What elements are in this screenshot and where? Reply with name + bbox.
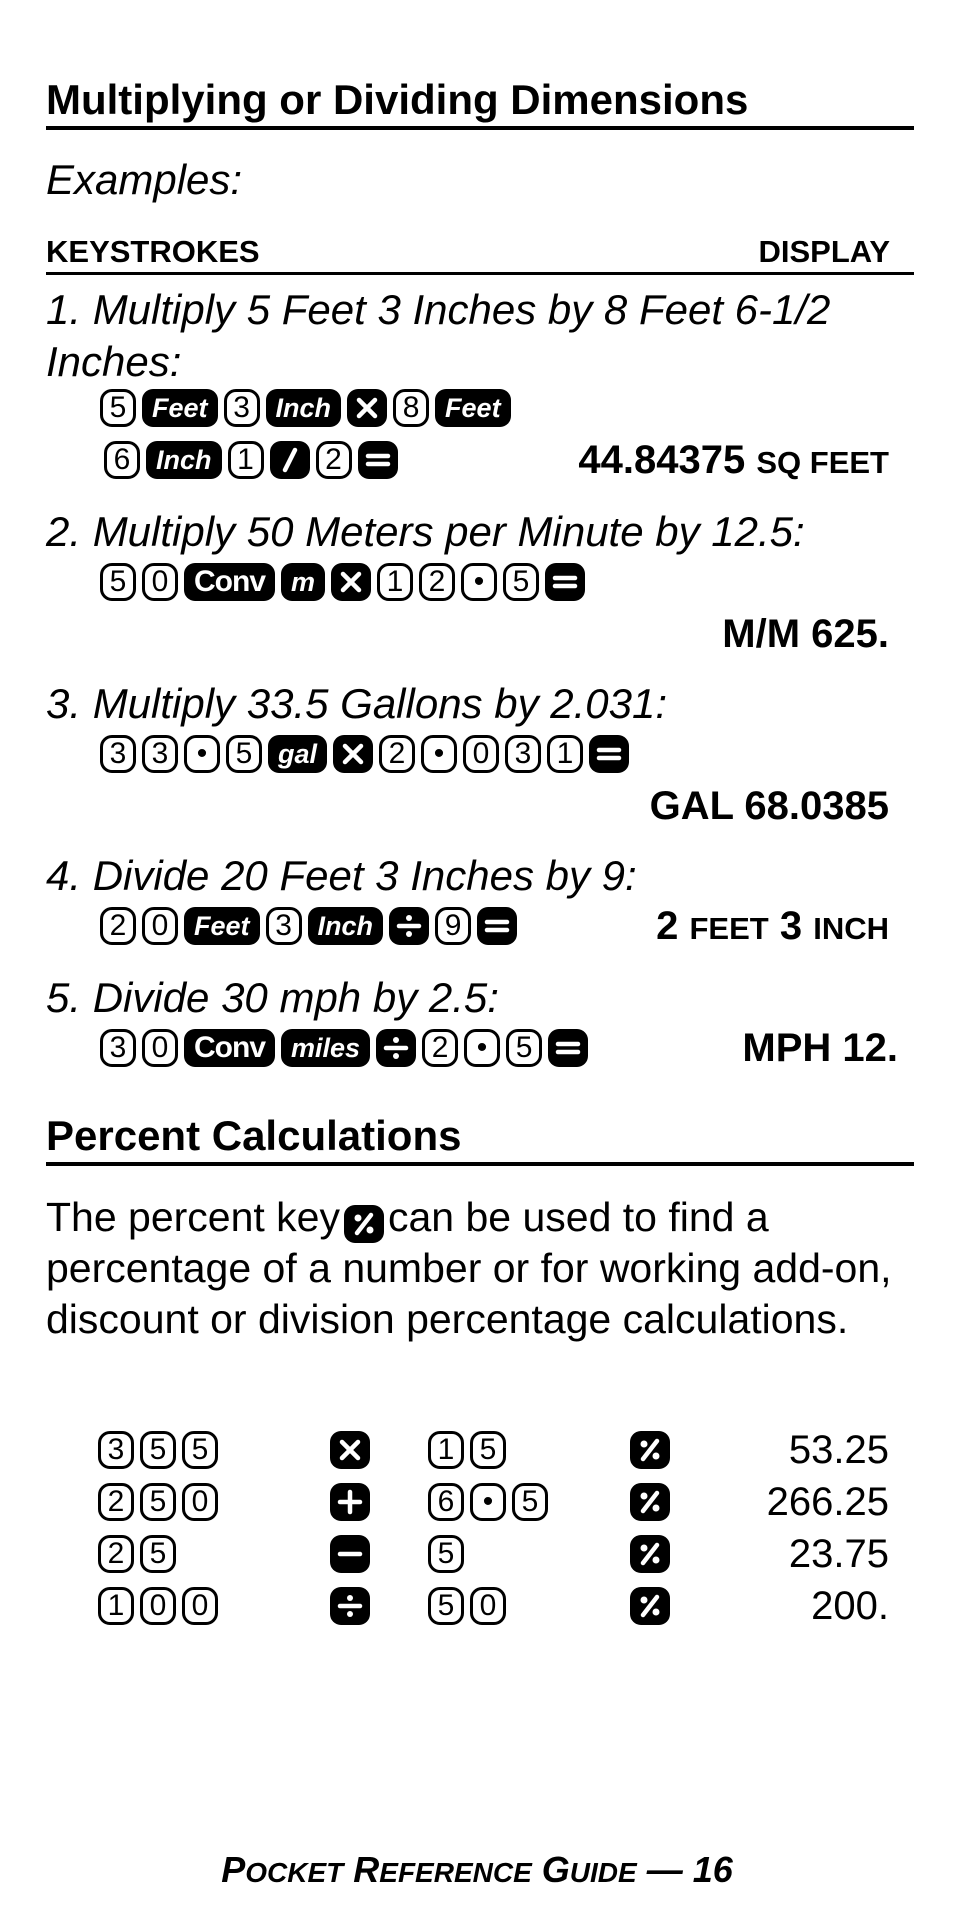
digit-key-5: 5	[140, 1483, 176, 1521]
digit-key-6: 6	[104, 441, 140, 479]
percent-row-1-operator	[330, 1428, 370, 1472]
percent-key	[630, 1587, 670, 1625]
digit-key-5: 5	[182, 1431, 218, 1469]
percent-row-2-first-operand	[98, 1480, 218, 1524]
digit-key-3: 3	[98, 1431, 134, 1469]
equals-key	[589, 735, 629, 773]
digit-key-2: 2	[379, 735, 415, 773]
equals-key	[477, 907, 517, 945]
percent-row-2-operator	[330, 1480, 370, 1524]
digit-key-2: 2	[419, 563, 455, 601]
digit-key-5: 5	[503, 563, 539, 601]
feet-key: Feet	[184, 907, 260, 945]
percent-row-4-second-operand	[428, 1584, 506, 1628]
example-1-display-value: 44.84375	[578, 438, 746, 482]
digit-key-3: 3	[142, 735, 178, 773]
percent-row-4-operator	[330, 1584, 370, 1628]
percent-row-1-result: 53.25	[788, 1428, 889, 1472]
percent-row-1-percent	[630, 1428, 670, 1472]
example-1-keys-row-1	[100, 386, 511, 430]
decimal-key: •	[464, 1029, 500, 1067]
footer-letter-g: G	[541, 1849, 570, 1890]
digit-key-1: 1	[377, 563, 413, 601]
digit-key-6: 6	[428, 1483, 464, 1521]
digit-key-5: 5	[506, 1029, 542, 1067]
digit-key-9: 9	[435, 907, 471, 945]
multiply-key	[333, 735, 373, 773]
digit-key-3: 3	[224, 389, 260, 427]
percent-row-4-result: 200.	[811, 1584, 889, 1628]
digit-key-1: 1	[98, 1587, 134, 1625]
digit-key-3: 3	[100, 735, 136, 773]
footer-ocket: OCKET	[245, 1857, 344, 1888]
example-2-title: 2. Multiply 50 Meters per Minute by 12.5:	[46, 508, 805, 555]
conv-key: Conv	[184, 563, 275, 601]
digit-key-1: 1	[428, 1431, 464, 1469]
feet-key: Feet	[142, 389, 218, 427]
section-heading-dimensions: Multiplying or Dividing Dimensions	[46, 76, 914, 130]
percent-intro-paragraph	[46, 1192, 926, 1345]
gal-key: gal	[268, 735, 327, 773]
divide-key	[389, 907, 429, 945]
digit-key-3: 3	[266, 907, 302, 945]
decimal-key: •	[461, 563, 497, 601]
digit-key-5: 5	[512, 1483, 548, 1521]
equals-key	[358, 441, 398, 479]
examples-label: Examples:	[46, 156, 243, 203]
conv-key: Conv	[184, 1029, 275, 1067]
feet-key: Feet	[435, 389, 511, 427]
footer-letter-r: R	[353, 1849, 380, 1890]
example-2-display: M/M 625.	[722, 612, 889, 656]
example-4-display	[656, 904, 889, 951]
footer-eference: EFERENCE	[379, 1857, 532, 1888]
example-5-title: 5. Divide 30 mph by 2.5:	[46, 974, 499, 1021]
example-1-display	[578, 438, 889, 485]
example-1-keys-row-2	[104, 438, 398, 482]
digit-key-1: 1	[547, 735, 583, 773]
keystrokes-header: KEYSTROKES	[46, 234, 260, 269]
percent-intro-before: The percent key	[46, 1194, 340, 1240]
decimal-key: •	[470, 1483, 506, 1521]
percent-row-3-first-operand	[98, 1532, 176, 1576]
example-4-display-inch-unit: INCH	[813, 911, 889, 946]
digit-key-0: 0	[142, 907, 178, 945]
inch-key: Inch	[266, 389, 342, 427]
digit-key-2: 2	[100, 907, 136, 945]
divide-key	[330, 1587, 370, 1625]
digit-key-3: 3	[100, 1029, 136, 1067]
digit-key-2: 2	[98, 1483, 134, 1521]
example-3-display: GAL 68.0385	[649, 784, 889, 828]
digit-key-3: 3	[505, 735, 541, 773]
multiply-key	[330, 1431, 370, 1469]
percent-row-1-second-operand	[428, 1428, 506, 1472]
multiply-key	[347, 389, 387, 427]
percent-row-3-operator	[330, 1532, 370, 1576]
decimal-key: •	[421, 735, 457, 773]
inch-key: Inch	[308, 907, 384, 945]
equals-key	[545, 563, 585, 601]
digit-key-5: 5	[140, 1535, 176, 1573]
digit-key-2: 2	[98, 1535, 134, 1573]
digit-key-0: 0	[140, 1587, 176, 1625]
digit-key-5: 5	[428, 1535, 464, 1573]
section-heading-percent: Percent Calculations	[46, 1112, 914, 1166]
percent-intro-after: can be used to find a percentage of a number or for working add-on, discount or division percentage calculations.	[46, 1194, 892, 1342]
digit-key-0: 0	[182, 1587, 218, 1625]
digit-key-5: 5	[470, 1431, 506, 1469]
percent-row-2-second-operand	[428, 1480, 548, 1524]
example-4-display-feet-unit: FEET	[689, 911, 769, 946]
example-1-display-unit: SQ FEET	[756, 445, 889, 480]
divide-key	[376, 1029, 416, 1067]
m-key: m	[281, 563, 325, 601]
digit-key-0: 0	[142, 563, 178, 601]
digit-key-5: 5	[428, 1587, 464, 1625]
footer-page-number: — 16	[636, 1849, 733, 1890]
example-4-keys-row-1	[100, 904, 517, 948]
percent-row-3-percent	[630, 1532, 670, 1576]
percent-key	[630, 1535, 670, 1573]
example-1-title: 1. Multiply 5 Feet 3 Inches by 8 Feet 6-1/2 Inches:	[46, 286, 831, 385]
percent-row-2-result: 266.25	[766, 1480, 889, 1524]
digit-key-8: 8	[393, 389, 429, 427]
example-4-title: 4. Divide 20 Feet 3 Inches by 9:	[46, 852, 637, 899]
digit-key-0: 0	[142, 1029, 178, 1067]
digit-key-0: 0	[463, 735, 499, 773]
footer-uide: UIDE	[569, 1857, 637, 1888]
example-3-title: 3. Multiply 33.5 Gallons by 2.031:	[46, 680, 668, 727]
column-header	[46, 232, 914, 275]
multiply-key	[331, 563, 371, 601]
minus-key	[330, 1535, 370, 1573]
example-4-display-inch: 3	[779, 904, 803, 948]
digit-key-5: 5	[140, 1431, 176, 1469]
percent-row-1-first-operand	[98, 1428, 218, 1472]
example-4-display-feet: 2	[656, 904, 679, 948]
example-5-display: MPH 12.	[742, 1026, 898, 1070]
digit-key-1: 1	[228, 441, 264, 479]
percent-row-4-first-operand	[98, 1584, 218, 1628]
digit-key-5: 5	[226, 735, 262, 773]
display-header: DISPLAY	[758, 234, 890, 269]
percent-key	[630, 1483, 670, 1521]
example-2-keys-row-1	[100, 560, 585, 604]
page-footer	[0, 1848, 954, 1895]
percent-row-4-percent	[630, 1584, 670, 1628]
miles-key: miles	[281, 1029, 370, 1067]
footer-letter-p: P	[221, 1849, 246, 1890]
digit-key-5: 5	[100, 563, 136, 601]
percent-key	[344, 1205, 384, 1243]
plus-key	[330, 1483, 370, 1521]
fraction-key	[270, 441, 310, 479]
percent-key-inline	[344, 1205, 384, 1243]
percent-row-2-percent	[630, 1480, 670, 1524]
digit-key-0: 0	[470, 1587, 506, 1625]
digit-key-2: 2	[422, 1029, 458, 1067]
digit-key-5: 5	[100, 389, 136, 427]
equals-key	[548, 1029, 588, 1067]
decimal-key: •	[184, 735, 220, 773]
digit-key-2: 2	[316, 441, 352, 479]
example-3-keys-row-1	[100, 732, 629, 776]
percent-row-3-second-operand	[428, 1532, 464, 1576]
percent-key	[630, 1431, 670, 1469]
digit-key-0: 0	[182, 1483, 218, 1521]
percent-row-3-result: 23.75	[788, 1532, 889, 1576]
example-5-keys-row-1	[100, 1026, 588, 1070]
inch-key: Inch	[146, 441, 222, 479]
